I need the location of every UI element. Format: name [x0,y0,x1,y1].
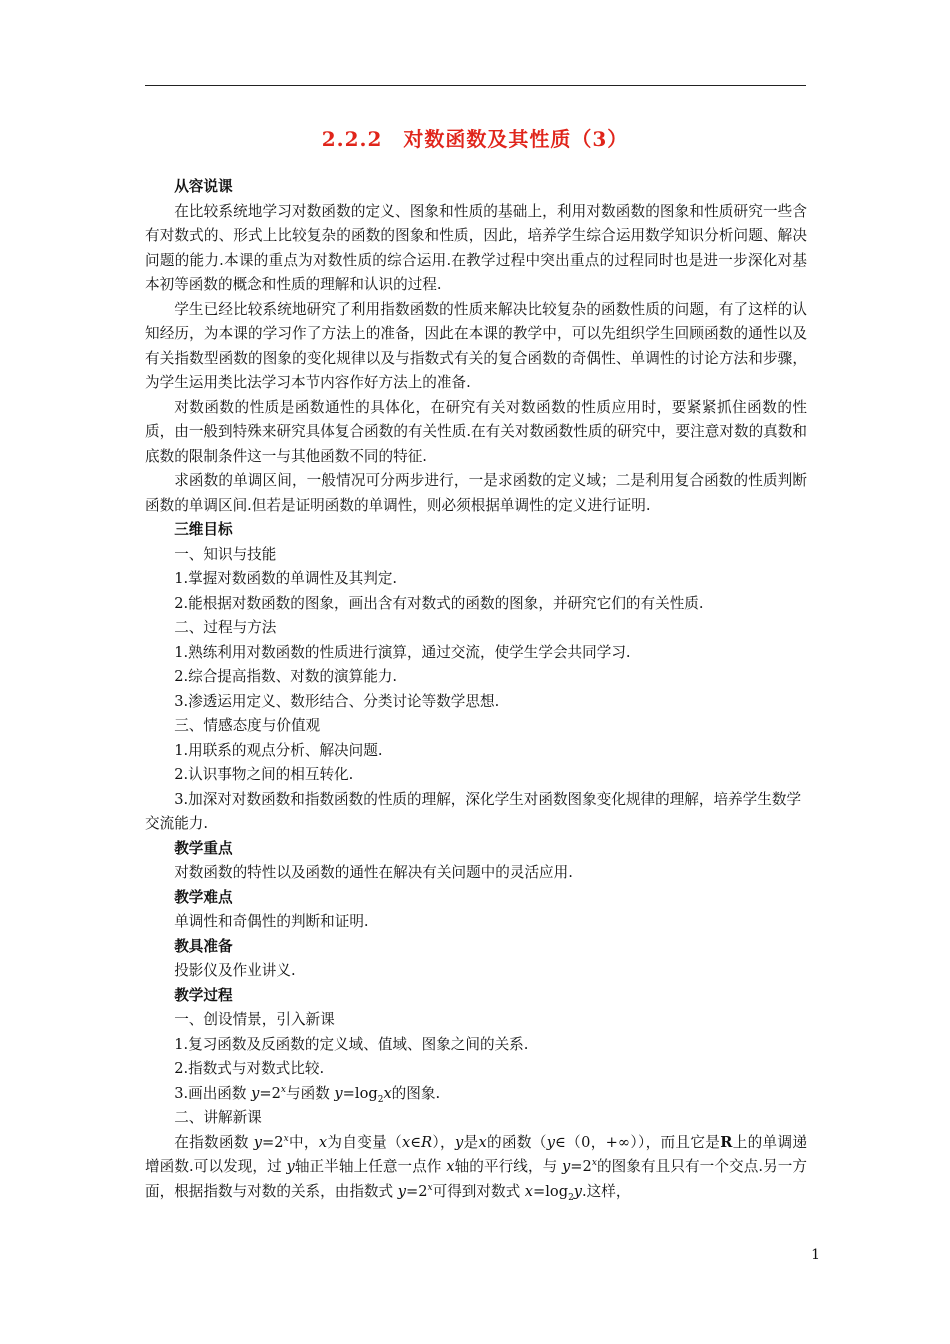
section-heading: 教学过程 [174,986,233,1004]
subheading: 二、讲解新课 [174,1109,262,1126]
list-item: 2.认识事物之间的相互转化. [174,766,354,783]
list-item-formula: 3.画出函数 $y=2^x$与函数 $y=\log_2x$的图象. [174,1084,441,1105]
list-item: 1.用联系的观点分析、解决问题. [174,741,383,759]
paragraph: 对数函数的性质是函数通性的具体化，在研究有关对数函数的性质应用时，要紧紧抓住函数的性质，由一般到特殊来研究具体复合函数的有关性质.在有关对数函数性质的研究中，要注意对数的真数和底数的限制条件这一与其他函数不同的特征. [145,398,807,465]
paragraph: 单调性和奇偶性的判断和证明. [174,913,369,930]
subheading: 三、情感态度与价值观 [174,717,321,734]
paragraph-formula: 在指数函数 $y=2^x$中，x为自变量（x∈R），y是x的函数（y∈（0，+∞）），而且它是R上的单调递增函数.可以发现，过 y轴正半轴上任意一点作 x轴的平行线，与 $y=2^x$的图象有且只有一个交点.另一方面，根据指数与对数的关系，由指数式 $y=2^x$可得到对数式 $x=\log_2y$.这样， [145,1133,808,1203]
paragraph: 在比较系统地学习对数函数的定义、图象和性质的基础上，利用对数函数的图象和性质研究一些含有对数式的、形式上比较复杂的函数的图象和性质，因此，培养学生综合运用数学知识分析问题、解决问题的能力.本课的重点为对数性质的综合运用.在教学过程中突出重点的过程同时也是进一步深化对基本初等函数的概念和性质的理解和认识的过程. [145,202,807,293]
paragraph: 投影仪及作业讲义. [174,962,296,979]
paragraph: 对数函数的特性以及函数的通性在解决有关问题中的灵活应用. [174,864,573,881]
page-title: 2.2.2 对数函数及其性质（3） [321,127,629,151]
list-item: 1.复习函数及反函数的定义域、值域、图象之间的关系. [174,1035,529,1053]
list-item: 2.指数式与对数式比较. [174,1060,325,1077]
list-item: 1.掌握对数函数的单调性及其判定. [174,570,398,587]
header-rule [145,85,806,86]
subheading: 一、创设情景，引入新课 [174,1011,335,1028]
section-heading: 教具准备 [174,937,233,955]
list-item: 3.渗透运用定义、数形结合、分类讨论等数学思想. [174,692,500,710]
paragraph: 求函数的单调区间，一般情况可分两步进行，一是求函数的定义域；二是利用复合函数的性质判断函数的单调区间.但若是证明函数的单调性，则必须根据单调性的定义进行证明. [145,472,807,514]
subheading: 一、知识与技能 [174,545,277,563]
list-item: 2.能根据对数函数的图象，画出含有对数式的函数的图象，并研究它们的有关性质. [174,594,704,612]
section-heading: 教学难点 [174,888,233,906]
paragraph: 学生已经比较系统地研究了利用指数函数的性质来解决比较复杂的函数性质的问题，有了这样的认知经历，为本课的学习作了方法上的准备，因此在本课的教学中，可以先组织学生回顾函数的通性以及有关指数型函数的图象的变化规律以及与指数式有关的复合函数的奇偶性、单调性的讨论方法和步骤，为学生运用类比法学习本节内容作好方法上的准备. [145,300,807,391]
list-item: 3.加深对对数函数和指数函数的性质的理解，深化学生对函数图象变化规律的理解，培养学生数学交流能力. [145,790,802,832]
section-heading: 三维目标 [174,521,233,538]
subheading: 二、过程与方法 [174,619,277,636]
section-heading: 从容说课 [174,178,233,195]
section-heading: 教学重点 [174,839,233,857]
document-body [145,175,807,1204]
page-number: 1 [811,1247,820,1263]
list-item: 1.熟练利用对数函数的性质进行演算，通过交流，使学生学会共同学习. [174,643,631,661]
list-item: 2.综合提高指数、对数的演算能力. [174,668,398,685]
